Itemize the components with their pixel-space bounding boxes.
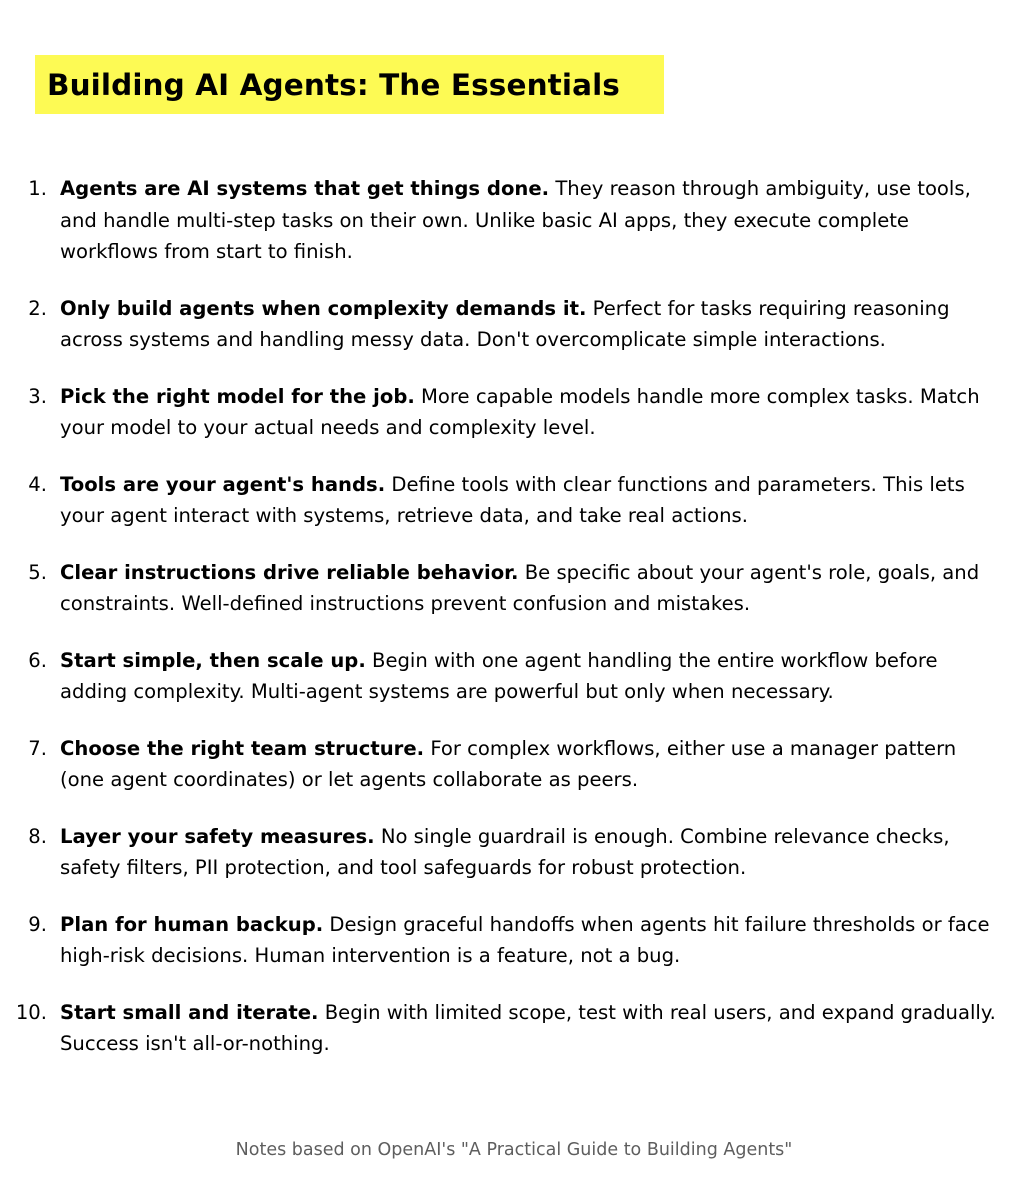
- item-lead: Plan for human backup.: [60, 912, 324, 936]
- list-item: [0, 293, 1028, 356]
- item-number: 4.: [28, 472, 47, 496]
- item-lead: Start simple, then scale up.: [60, 648, 366, 672]
- list-item: [0, 733, 1028, 796]
- item-body: [60, 293, 1005, 356]
- item-text: Begin with limited scope, test with real users, and expand gradually. Success isn't all-or-nothing.: [60, 1000, 996, 1055]
- item-lead: Agents are AI systems that get things done.: [60, 177, 550, 200]
- list-item: [0, 997, 1028, 1060]
- item-number: 5.: [28, 560, 47, 584]
- page-title: Building AI Agents: The Essentials: [47, 67, 620, 102]
- title-highlight: [35, 55, 664, 114]
- item-body: [60, 909, 1005, 972]
- item-text: Define tools with clear functions and parameters. This lets your agent interact with systems, retrieve data, and take real actions.: [60, 472, 965, 527]
- item-lead: Only build agents when complexity demands it.: [60, 296, 587, 320]
- list-item: [0, 381, 1028, 444]
- list-item: [0, 469, 1028, 532]
- item-number: 8.: [28, 824, 47, 848]
- item-body: [60, 173, 1005, 268]
- essentials-list: [0, 173, 1028, 1085]
- item-number: 1.: [28, 177, 47, 200]
- item-text: Perfect for tasks requiring reasoning across systems and handling messy data. Don't overcomplicate simple interactions.: [60, 296, 950, 351]
- list-item: [0, 173, 1028, 268]
- item-text: Begin with one agent handling the entire workflow before adding complexity. Multi-agent systems are powerful but only when necessary.: [60, 648, 938, 703]
- list-item: [0, 557, 1028, 620]
- item-text: For complex workflows, either use a manager pattern (one agent coordinates) or let agents collaborate as peers.: [60, 736, 957, 791]
- item-text: They reason through ambiguity, use tools, and handle multi-step tasks on their own. Unlike basic AI apps, they execute complete workflows from start to finish.: [60, 177, 971, 263]
- item-number: 7.: [28, 736, 47, 760]
- item-number: 9.: [28, 912, 47, 936]
- list-item: [0, 645, 1028, 708]
- item-text: Be specific about your agent's role, goals, and constraints. Well-defined instructions prevent confusion and mistakes.: [60, 560, 980, 615]
- list-item: [0, 821, 1028, 884]
- item-body: [60, 557, 1005, 620]
- item-text: No single guardrail is enough. Combine relevance checks, safety filters, PII protection, and tool safeguards for robust protection.: [60, 824, 950, 879]
- item-lead: Tools are your agent's hands.: [60, 472, 386, 496]
- item-lead: Layer your safety measures.: [60, 824, 375, 848]
- source-footnote: Notes based on OpenAI's "A Practical Guide to Building Agents": [235, 1140, 793, 1160]
- item-lead: Clear instructions drive reliable behavior.: [60, 560, 519, 584]
- item-text: More capable models handle more complex tasks. Match your model to your actual needs and complexity level.: [60, 384, 980, 439]
- item-lead: Start small and iterate.: [60, 1000, 319, 1024]
- item-number: 10.: [15, 1000, 47, 1024]
- item-body: [60, 381, 1005, 444]
- item-lead: Pick the right model for the job.: [60, 384, 415, 408]
- item-number: 3.: [28, 384, 47, 408]
- item-number: 6.: [28, 648, 47, 672]
- item-body: [60, 821, 1005, 884]
- item-body: [60, 469, 1005, 532]
- item-body: [60, 733, 1005, 796]
- item-body: [60, 997, 1005, 1060]
- item-number: 2.: [28, 296, 47, 320]
- item-lead: Choose the right team structure.: [60, 736, 425, 760]
- item-body: [60, 645, 1005, 708]
- item-text: Design graceful handoffs when agents hit failure thresholds or face high-risk decisions. Human intervention is a feature, not a bug.: [60, 912, 990, 967]
- list-item: [0, 909, 1028, 972]
